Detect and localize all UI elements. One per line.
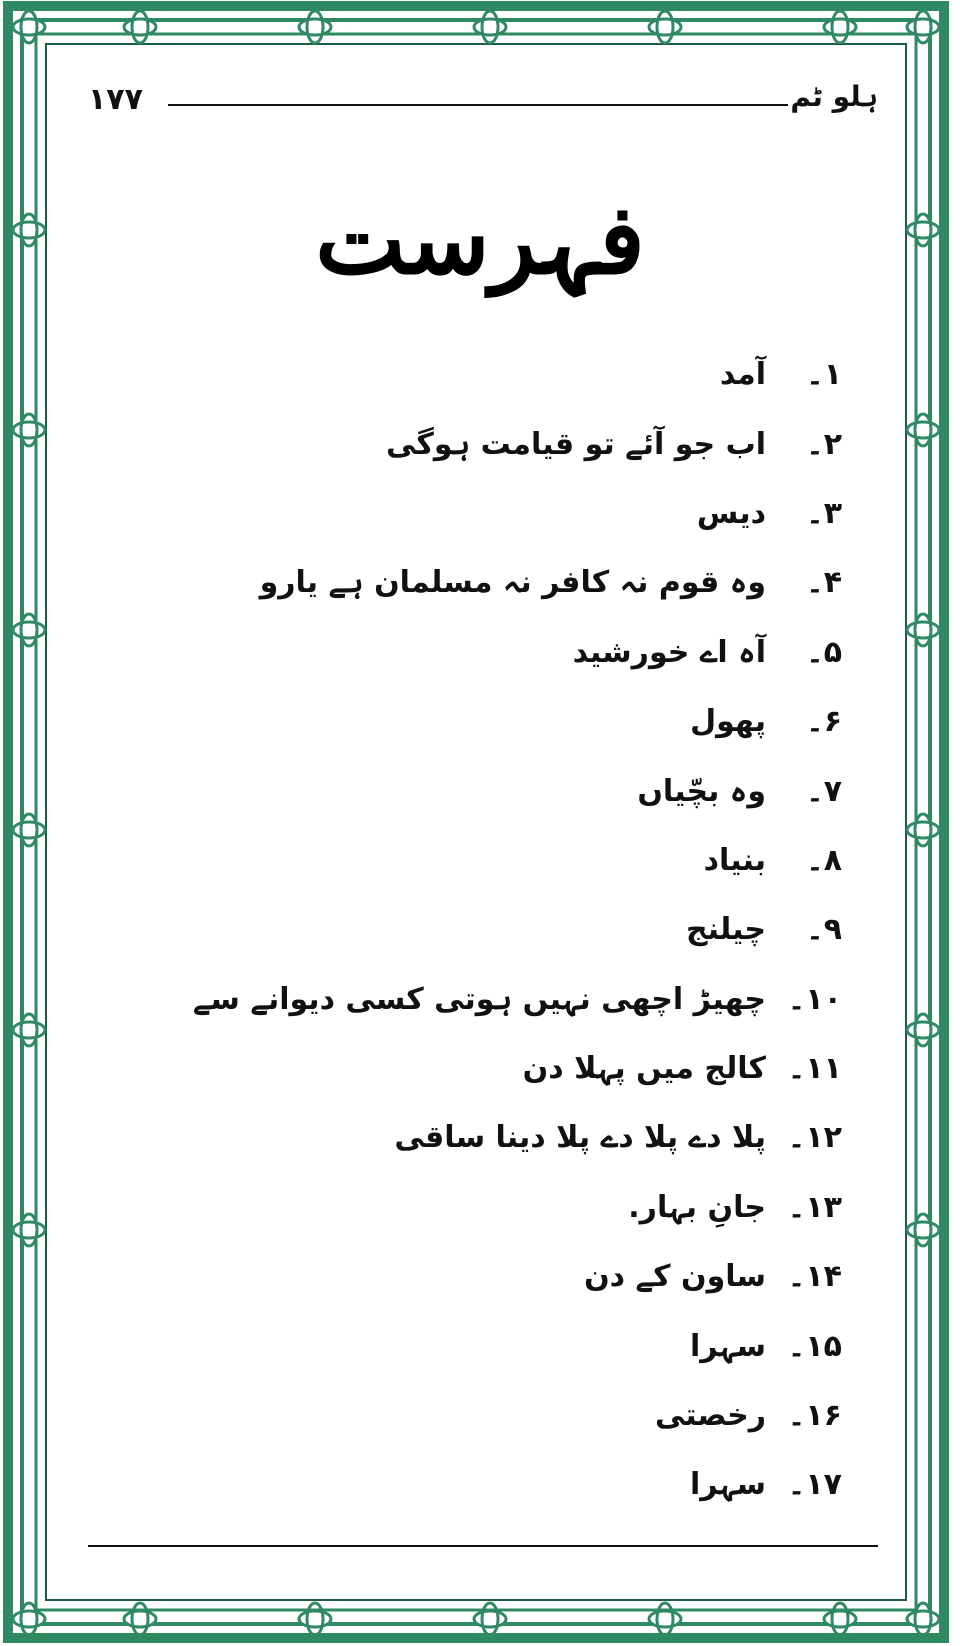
footer-rule <box>88 1545 878 1547</box>
toc-item <box>282 1450 842 1519</box>
border-knot-ornament <box>13 1214 45 1246</box>
toc-title: دیس <box>696 495 766 531</box>
toc-item <box>282 756 842 825</box>
border-knot-ornament <box>824 1603 856 1635</box>
toc-item <box>282 1034 842 1103</box>
toc-number: ۱۔ <box>806 357 842 393</box>
border-knot-ornament <box>907 814 939 846</box>
toc-number: ۱۵۔ <box>787 1328 842 1364</box>
toc-number: ۱۳۔ <box>787 1189 842 1225</box>
toc-item <box>282 1311 842 1380</box>
toc-number: ۷۔ <box>806 773 842 809</box>
toc-item <box>282 479 842 548</box>
toc-number: ۱۶۔ <box>787 1398 842 1434</box>
toc-title: رخصتی <box>654 1398 766 1434</box>
toc-title: پھول <box>690 704 766 740</box>
border-knot-ornament <box>907 614 939 646</box>
toc-number: ۱۴۔ <box>787 1259 842 1295</box>
toc-title: چیلنج <box>686 912 766 948</box>
toc-item <box>282 1173 842 1242</box>
toc-item <box>282 1381 842 1450</box>
toc-number: ۱۲۔ <box>787 1120 842 1156</box>
toc-item <box>259 548 842 617</box>
toc-title: سہرا <box>689 1328 766 1364</box>
border-knot-ornament <box>907 1603 939 1635</box>
border-knot-ornament <box>13 414 45 446</box>
toc-item <box>282 826 842 895</box>
toc-number: ۴۔ <box>806 565 842 601</box>
toc-title: جانِ بہار. <box>628 1189 766 1225</box>
border-knot-ornament <box>13 11 45 43</box>
border-knot-ornament <box>649 11 681 43</box>
border-knot-ornament <box>13 1603 45 1635</box>
toc-title: بنیاد <box>703 842 766 878</box>
toc-item <box>282 1103 842 1172</box>
border-knot-ornament <box>907 1214 939 1246</box>
toc-title: چھیڑ اچھی نہیں ہوتی کسی دیوانے سے <box>192 981 766 1017</box>
toc-number: ۹۔ <box>806 912 842 948</box>
toc-number: ۲۔ <box>806 426 842 462</box>
border-knot-ornament <box>13 614 45 646</box>
toc-title: وہ بچّیاں <box>637 773 766 809</box>
border-knot-ornament <box>907 1014 939 1046</box>
toc-item <box>282 618 842 687</box>
header-rule <box>168 104 788 106</box>
toc-title: آمد <box>719 357 766 393</box>
toc-item <box>282 1242 842 1311</box>
page-number: ۱۷۷ <box>88 82 143 117</box>
toc-item <box>282 895 842 964</box>
border-knot-ornament <box>649 1603 681 1635</box>
page-heading: فہرست <box>315 183 645 296</box>
running-head <box>88 82 878 122</box>
border-knot-ornament <box>13 1014 45 1046</box>
toc-title: اب جو آئے تو قیامت ہوگی <box>386 426 766 462</box>
border-knot-ornament <box>299 11 331 43</box>
toc-number: ۳۔ <box>806 495 842 531</box>
toc-item <box>282 340 842 409</box>
toc-title: آہ اے خورشید <box>572 634 766 670</box>
border-knot-ornament <box>13 814 45 846</box>
toc-number: ۱۷۔ <box>787 1467 842 1503</box>
border-knot-ornament <box>824 11 856 43</box>
toc-title: ساون کے دن <box>584 1259 766 1295</box>
toc-item <box>282 409 842 478</box>
toc-number: ۸۔ <box>806 842 842 878</box>
table-of-contents <box>192 340 842 1520</box>
border-knot-ornament <box>907 11 939 43</box>
border-knot-ornament <box>907 414 939 446</box>
book-title: ہلو ٹم <box>790 80 878 113</box>
toc-title: وہ قوم نہ کافر نہ مسلمان ہے یارو <box>259 565 766 601</box>
toc-title: سہرا <box>689 1467 766 1503</box>
toc-item <box>282 687 842 756</box>
toc-number: ۵۔ <box>806 634 842 670</box>
border-knot-ornament <box>124 1603 156 1635</box>
border-knot-ornament <box>474 1603 506 1635</box>
toc-item <box>192 965 842 1034</box>
border-knot-ornament <box>124 11 156 43</box>
toc-title: کالج میں پہلا دن <box>522 1051 766 1087</box>
toc-number: ۱۱۔ <box>787 1051 842 1087</box>
border-knot-ornament <box>474 11 506 43</box>
toc-number: ۶۔ <box>806 704 842 740</box>
toc-number: ۱۰۔ <box>787 981 842 1017</box>
border-knot-ornament <box>299 1603 331 1635</box>
toc-title: پلا دے پلا دے پلا دینا ساقی <box>394 1120 766 1156</box>
